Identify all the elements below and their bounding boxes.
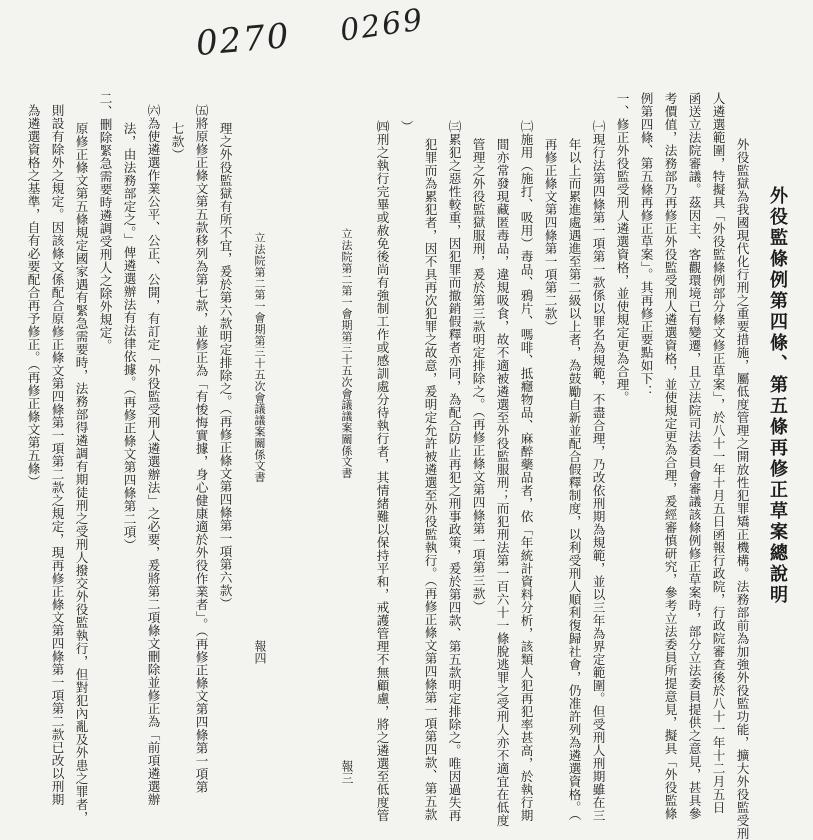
section-2-line-3: 為遴選資格之基準，自有必要配合再予修正。（再修正條文第五條） <box>25 104 41 488</box>
item-1-line-1: ㈠現行法第四條第一項第一款係以罪名為規範，不盡合理，乃改依刑期為規範，並以三年為界定範圍。但受刑人刑期雖在三 <box>590 120 606 822</box>
item-4-line-1: ㈣刑之執行完畢或赦免後尚有強制工作或感訓處分待執行者，其情緒難以保持平和，戒護管理不無顧慮，將之遴選至低度管 <box>374 120 390 822</box>
body-column-1: 外役監獄為我國現代化行刑之重要措施，屬低度管理之開放性犯罪矯正機構。法務部前為加強外役監功能，擴大外役監受刑 <box>734 138 750 840</box>
running-header-left: 立法院第二第一會期第三十五次會議議案關係文書 <box>253 232 266 483</box>
item-1-line-2: 年以上而累進處遇進至第二級以上者，為鼓勵自新並配合假釋制度，以利受刑人順利復歸社會，仍准許列為遴選資格。（ <box>566 138 582 821</box>
page-label-left: 報四 <box>253 640 267 664</box>
item-6-line-2: 法，由法務部定之。」俾遴選辦法有法律依據。（再修正條文第四條第二項） <box>121 122 137 552</box>
item-2-line-3: 管理之外役監獄服刑，爰於第三款明定排除之。（再修正條文第四條第一項第三款） <box>470 138 486 613</box>
item-2-line-2: 間亦常發現藏匿毒品，違規吸食，故不適被遴選至外役監服刑；而犯刑法第一百六十一條脫逃罪之受刑人亦不適宜在低度 <box>494 138 510 827</box>
document-title: 外役監條例第四條、第五條再修正草案總說明 <box>767 186 788 606</box>
item-6-line-1: ㈥為使遴選作業公平、公正、公開，有訂定「外役監受刑人遴選辦法」之必要，爰將第二項條文刪除並修正為「前項遴選辦 <box>145 104 161 806</box>
item-5-line-1: ㈤將原修正條文第五款移列為第七款，並修正為「有悛悔實據，身心健康適於外役作業者」。（再修正條文第四條第一項第 <box>193 104 209 794</box>
body-column-5: 例第四條、第五條再修正草案」。其再修正要點如下： <box>638 92 654 398</box>
item-2-line-1: ㈡施用（施打、吸用）毒品、鴉片、嗎啡、抵癮物品、麻醉藥品者，依「年統計資料分析，該類人犯再犯率甚高，於執行期 <box>518 120 534 822</box>
section-heading-1: 一、修正外役監受刑人遴選資格，並使規定更為合理。 <box>614 92 630 404</box>
section-2-line-2: 則設有除外之規定。因該條文係配合原修正條文第四條第一項第二款之規定，現再修正條文第四條第一項第二款已改以刑期 <box>49 104 65 806</box>
page-label-right: 報三 <box>340 760 354 784</box>
item-1-line-3: 再修正條文第四條第一項第二款） <box>542 138 558 333</box>
running-header-right: 立法院第二第一會期第三十五次會議議案關係文書 <box>340 228 353 479</box>
item-3-line-3: ） <box>398 120 414 133</box>
section-heading-2: 二、刪除緊急需要時遴調受刑人之除外規定。 <box>97 92 113 352</box>
handwritten-number-left: 0270 <box>194 15 293 65</box>
item-4-line-2: 理之外役監獄有所不宜，爰於第六款明定排除之。（再修正條文第四條第一項第六款） <box>217 122 233 610</box>
handwritten-number-right: 0269 <box>337 2 427 49</box>
section-2-line-1: 原修正條文第五條規定國家遇有緊急需要時，法務部得遴調有期徒刑之受刑人撥交外役監執行，但對犯內亂及外患之罪者， <box>73 122 89 824</box>
item-3-line-2: 犯罪而為累犯者，因不具再次犯罪之故意，爰明定允許被遴選至外役監執行。（再修正條文第四條第一項第四款、第五款 <box>422 138 438 821</box>
body-column-3: 函送立法院審議。茲因主、客觀環境已有變遷，且立法院司法委員會審議該條例修正草案時，部分立法委員提供之意見，甚具參 <box>686 92 702 820</box>
body-column-2: 人遴選範圍，特擬具「外役監條例部分條文修正草案」，於八十一年十月五日函報行政院，行政院審查後於八十一年十二月五日 <box>710 92 726 814</box>
item-5-line-2: 七款） <box>169 122 185 161</box>
body-column-4: 考價值，法務部乃再修正外役監受刑人遴選資格，並使規定更為合理，爰經審慎研究，參考立法委員所提意見，擬具「外役監條 <box>662 92 678 820</box>
item-3-line-1: ㈢累犯之惡性較重，因犯罪而撤銷假釋者亦同，為配合防止再犯之刑事政策，爰於第四款、第五款明定排除之。唯因過失再 <box>446 120 462 822</box>
